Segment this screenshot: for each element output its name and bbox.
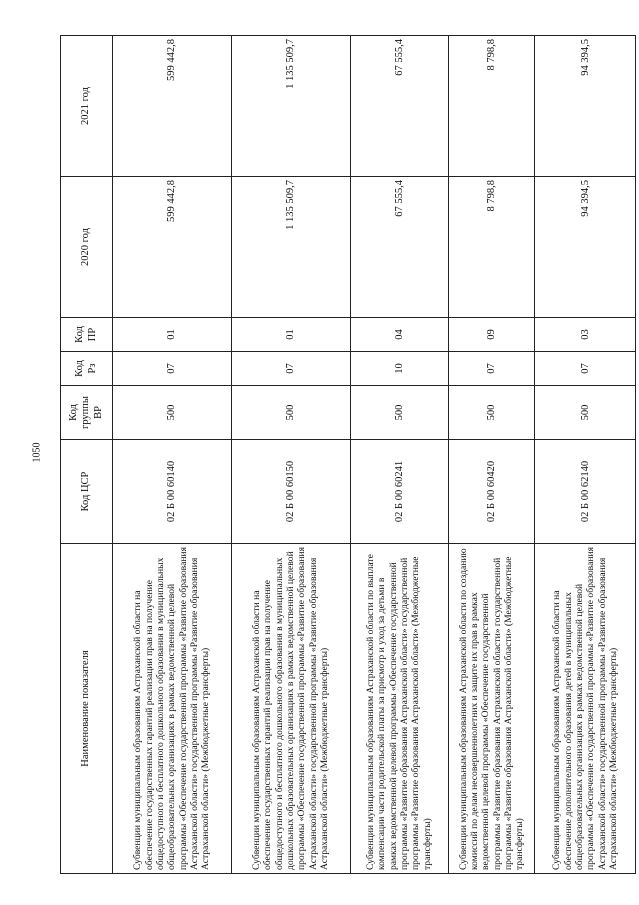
- row-rz: 07: [448, 352, 535, 386]
- header-row: [61, 36, 113, 874]
- table-row: [231, 36, 350, 874]
- header-vr: Код группы ВР: [61, 386, 113, 440]
- row-2020: 599 442,8: [113, 177, 232, 318]
- header-csr: Код ЦСР: [61, 440, 113, 544]
- row-vr: 500: [350, 386, 448, 440]
- row-csr: 02 Б 00 60150: [231, 440, 350, 544]
- row-csr: 02 Б 00 60140: [113, 440, 232, 544]
- header-rz: Код Рз: [61, 352, 113, 386]
- row-pr: 09: [448, 318, 535, 352]
- table-row: [448, 36, 535, 874]
- row-rz: 10: [350, 352, 448, 386]
- row-name: Субвенции муниципальным образованиям Астраханской области на обеспечение дополнительного образования детей в муниципальных общеобразовательных организациях в рамках ведомственной целевой программы «Обеспечение государственной программы «Развитие образования Астраханской области» государственной программы «Развитие образования Астраханской области» (Межбюджетные трансферты): [535, 544, 636, 874]
- row-2020: 8 798,8: [448, 177, 535, 318]
- table-row: [535, 36, 636, 874]
- header-pr: Код ПР: [61, 318, 113, 352]
- row-2021: 94 394,5: [535, 36, 636, 177]
- row-csr: 02 Б 00 62140: [535, 440, 636, 544]
- row-pr: 03: [535, 318, 636, 352]
- row-name: Субвенции муниципальным образованиям Астраханской области на обеспечение государственных гарантий реализации прав на получение общедоступного и бесплатного дошкольного образования в муниципальных общеобразовательных организациях в рамках ведомственной целевой программы «Обеспечение государственной программы «Развитие образования Астраханской области» государственной программы «Развитие образования Астраханской области» (Межбюджетные трансферты): [113, 544, 232, 874]
- table-row: [113, 36, 232, 874]
- row-rz: 07: [535, 352, 636, 386]
- row-2021: 67 555,4: [350, 36, 448, 177]
- header-2020: 2020 год: [61, 177, 113, 318]
- row-2021: 1 135 509,7: [231, 36, 350, 177]
- row-vr: 500: [231, 386, 350, 440]
- row-name: Субвенции муниципальным образованиям Астраханской области по выплате компенсации части родительской платы за присмотр и уход за детьми в рамках ведомственной целевой программы «Обеспечение государственной программы «Развитие образования Астраханской области» государственной программы «Развитие образования Астраханской области» (Межбюджетные трансферты): [350, 544, 448, 874]
- header-2021: 2021 год: [61, 36, 113, 177]
- row-rz: 07: [231, 352, 350, 386]
- header-name: Наименование показателя: [61, 544, 113, 874]
- row-csr: 02 Б 00 60241: [350, 440, 448, 544]
- row-2020: 94 394,5: [535, 177, 636, 318]
- row-2020: 1 135 509,7: [231, 177, 350, 318]
- page-number: 1050: [31, 442, 43, 463]
- row-name: Субвенции муниципальным образованиям Астраханской области по созданию комиссий по делам несовершеннолетних и защите их прав в рамках ведомственной целевой программы «Обеспечение государственной программы «Развитие образования Астраханской области» государственной программы «Развитие образования Астраханской области» (Межбюджетные трансферты): [448, 544, 535, 874]
- budget-table: [60, 35, 636, 874]
- row-vr: 500: [448, 386, 535, 440]
- row-vr: 500: [113, 386, 232, 440]
- row-name: Субвенции муниципальным образованиям Астраханской области на обеспечение государственных гарантий реализации прав на получение общедоступного и бесплатного дошкольного образования в муниципальных дошкольных образовательных организациях в рамках ведомственной целевой программы «Обеспечение государственной программы «Развитие образования Астраханской области» государственной программы «Развитие образования Астраханской области» (Межбюджетные трансферты): [231, 544, 350, 874]
- row-csr: 02 Б 00 60420: [448, 440, 535, 544]
- row-pr: 01: [113, 318, 232, 352]
- row-2021: 599 442,8: [113, 36, 232, 177]
- rotated-content: [60, 36, 636, 874]
- row-rz: 07: [113, 352, 232, 386]
- row-vr: 500: [535, 386, 636, 440]
- table-row: [350, 36, 448, 874]
- row-pr: 01: [231, 318, 350, 352]
- row-2020: 67 555,4: [350, 177, 448, 318]
- row-2021: 8 798,8: [448, 36, 535, 177]
- row-pr: 04: [350, 318, 448, 352]
